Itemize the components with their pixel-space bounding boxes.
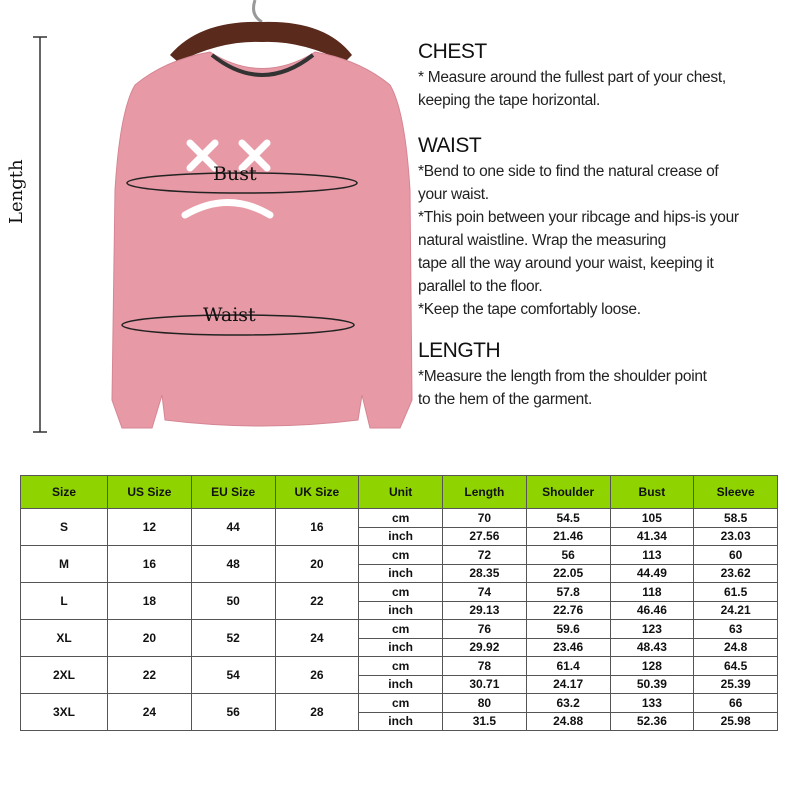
table-cell: M xyxy=(21,546,108,583)
table-cell: 57.8 xyxy=(526,583,610,602)
instruction-line: *This poin between your ribcage and hips-is your xyxy=(418,209,739,226)
section-title: LENGTH xyxy=(418,339,501,362)
table-cell: 25.39 xyxy=(694,675,778,694)
table-cell: 20 xyxy=(275,546,359,583)
table-cell: 63 xyxy=(694,620,778,639)
table-cell: 52.36 xyxy=(610,712,694,731)
table-row xyxy=(21,620,778,639)
instruction-line: *Keep the tape comfortably loose. xyxy=(418,301,641,318)
table-cell: cm xyxy=(359,509,443,528)
table-cell: 2XL xyxy=(21,657,108,694)
table-cell: 31.5 xyxy=(443,712,527,731)
table-cell: 24.8 xyxy=(694,638,778,657)
instruction-line: keeping the tape horizontal. xyxy=(418,92,601,109)
table-cell: inch xyxy=(359,527,443,546)
hanger-icon xyxy=(170,0,352,62)
instruction-line: natural waistline. Wrap the measuring xyxy=(418,232,666,249)
table-cell: 61.5 xyxy=(694,583,778,602)
table-cell: 78 xyxy=(443,657,527,676)
table-cell: 24.17 xyxy=(526,675,610,694)
table-cell: cm xyxy=(359,694,443,713)
table-cell: 23.03 xyxy=(694,527,778,546)
table-cell: 22 xyxy=(275,583,359,620)
table-cell: 24.88 xyxy=(526,712,610,731)
table-cell: inch xyxy=(359,564,443,583)
table-cell: 50.39 xyxy=(610,675,694,694)
table-cell: 3XL xyxy=(21,694,108,731)
table-row xyxy=(21,657,778,676)
table-cell: cm xyxy=(359,583,443,602)
table-cell: 18 xyxy=(108,583,192,620)
table-cell: 16 xyxy=(108,546,192,583)
table-cell: 52 xyxy=(191,620,275,657)
table-cell: 27.56 xyxy=(443,527,527,546)
table-cell: 64.5 xyxy=(694,657,778,676)
instruction-line: *Measure the length from the shoulder point xyxy=(418,368,707,385)
table-cell: 105 xyxy=(610,509,694,528)
info-section-chest xyxy=(418,40,798,112)
table-cell: 56 xyxy=(526,546,610,565)
instruction-line: * Measure around the fullest part of your chest, xyxy=(418,69,726,86)
table-cell: 60 xyxy=(694,546,778,565)
table-cell: 48 xyxy=(191,546,275,583)
table-cell: 22.76 xyxy=(526,601,610,620)
table-cell: 44.49 xyxy=(610,564,694,583)
table-cell: inch xyxy=(359,638,443,657)
table-row xyxy=(21,583,778,602)
table-cell: 24.21 xyxy=(694,601,778,620)
column-header: US Size xyxy=(108,476,192,509)
measuring-instructions xyxy=(418,40,798,411)
table-cell: cm xyxy=(359,620,443,639)
table-cell: 54.5 xyxy=(526,509,610,528)
table-cell: 128 xyxy=(610,657,694,676)
table-cell: 41.34 xyxy=(610,527,694,546)
table-cell: 23.62 xyxy=(694,564,778,583)
table-cell: 24 xyxy=(108,694,192,731)
table-cell: 76 xyxy=(443,620,527,639)
table-cell: 16 xyxy=(275,509,359,546)
table-cell: 133 xyxy=(610,694,694,713)
table-cell: 25.98 xyxy=(694,712,778,731)
length-arrow xyxy=(33,37,47,432)
table-cell: inch xyxy=(359,601,443,620)
table-row xyxy=(21,509,778,528)
table-cell: 48.43 xyxy=(610,638,694,657)
table-row xyxy=(21,694,778,713)
table-cell: 59.6 xyxy=(526,620,610,639)
table-cell: 66 xyxy=(694,694,778,713)
column-header: UK Size xyxy=(275,476,359,509)
table-cell: 28 xyxy=(275,694,359,731)
table-cell: 56 xyxy=(191,694,275,731)
table-cell: 24 xyxy=(275,620,359,657)
table-cell: 80 xyxy=(443,694,527,713)
info-section-waist xyxy=(418,134,798,321)
table-cell: cm xyxy=(359,657,443,676)
table-row xyxy=(21,546,778,565)
table-cell: 74 xyxy=(443,583,527,602)
table-cell: 63.2 xyxy=(526,694,610,713)
table-cell: 22 xyxy=(108,657,192,694)
info-section-length xyxy=(418,339,798,411)
instruction-line: your waist. xyxy=(418,186,489,203)
table-cell: 20 xyxy=(108,620,192,657)
section-title: CHEST xyxy=(418,40,487,63)
column-header: Size xyxy=(21,476,108,509)
table-cell: 30.71 xyxy=(443,675,527,694)
table-cell: 54 xyxy=(191,657,275,694)
table-cell: 123 xyxy=(610,620,694,639)
table-cell: 29.92 xyxy=(443,638,527,657)
table-cell: 12 xyxy=(108,509,192,546)
table-cell: XL xyxy=(21,620,108,657)
table-cell: 28.35 xyxy=(443,564,527,583)
instruction-line: to the hem of the garment. xyxy=(418,391,592,408)
table-cell: 50 xyxy=(191,583,275,620)
table-cell: 61.4 xyxy=(526,657,610,676)
size-table xyxy=(20,475,778,731)
column-header: EU Size xyxy=(191,476,275,509)
table-cell: 70 xyxy=(443,509,527,528)
column-header: Bust xyxy=(610,476,694,509)
table-cell: inch xyxy=(359,712,443,731)
sweatshirt xyxy=(112,52,412,428)
instruction-line: tape all the way around your waist, keeping it xyxy=(418,255,714,272)
instruction-line: *Bend to one side to find the natural crease of xyxy=(418,163,719,180)
table-cell: 29.13 xyxy=(443,601,527,620)
table-cell: 23.46 xyxy=(526,638,610,657)
table-cell: 21.46 xyxy=(526,527,610,546)
section-title: WAIST xyxy=(418,134,482,157)
table-cell: 22.05 xyxy=(526,564,610,583)
length-label: Length xyxy=(6,159,27,224)
column-header: Shoulder xyxy=(526,476,610,509)
table-cell: 58.5 xyxy=(694,509,778,528)
table-cell: S xyxy=(21,509,108,546)
table-header xyxy=(21,476,778,509)
column-header: Unit xyxy=(359,476,443,509)
column-header: Sleeve xyxy=(694,476,778,509)
table-cell: 72 xyxy=(443,546,527,565)
table-cell: 113 xyxy=(610,546,694,565)
table-cell: cm xyxy=(359,546,443,565)
instruction-line: parallel to the floor. xyxy=(418,278,543,295)
waist-label: Waist xyxy=(203,304,256,326)
table-cell: L xyxy=(21,583,108,620)
table-cell: 26 xyxy=(275,657,359,694)
table-cell: 118 xyxy=(610,583,694,602)
table-cell: 46.46 xyxy=(610,601,694,620)
table-cell: 44 xyxy=(191,509,275,546)
table-cell: inch xyxy=(359,675,443,694)
column-header: Length xyxy=(443,476,527,509)
bust-label: Bust xyxy=(213,163,257,185)
